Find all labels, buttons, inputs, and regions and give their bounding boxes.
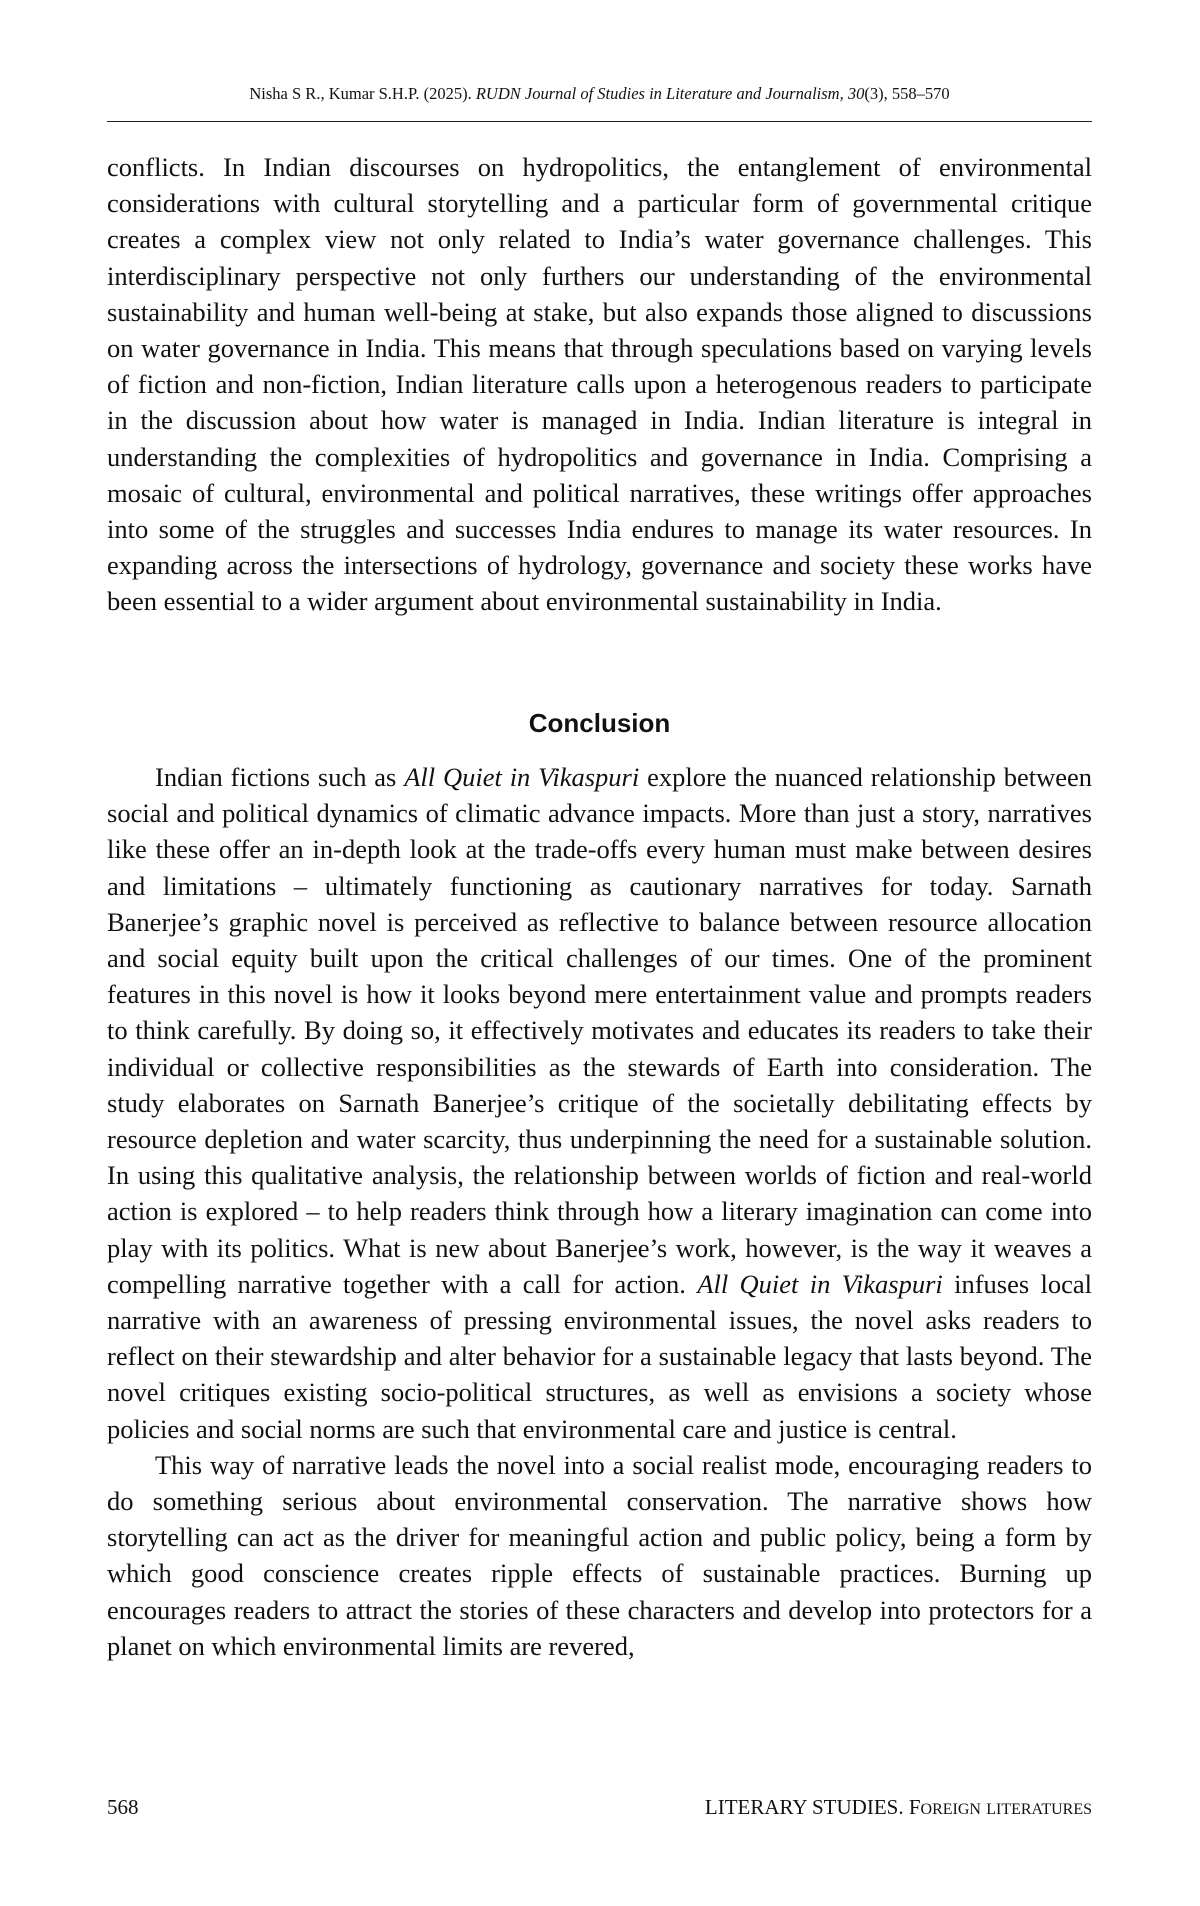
body-text-top	[107, 149, 1092, 620]
continuation-paragraph: conflicts. In Indian discourses on hydropolitics, the entanglement of environmental considerations with cultural storytelling and a particular form of governmental critique creates a complex view not only related to India’s water governance challenges. This interdisciplinary perspective not only furthers our understanding of the environmental sustainability and human well-being at stake, but also expands those aligned to discussions on water governance in India. This means that through speculations based on varying levels of fiction and non-fiction, Indian literature calls upon a heterogenous readers to participate in the discussion about how water is managed in India. Indian literature is integral in understanding the complexities of hydropolitics and governance in India. Comprising a mosaic of cultural, environmental and political narratives, these writings offer approaches into some of the struggles and successes India endures to manage its water resources. In expanding across the intersections of hydrology, governance and society these works have been essential to a wider argument about environmental sustainability in India.	[107, 152, 1092, 617]
header-rule	[107, 121, 1092, 122]
section-label-smallcaps-2: LITERATURES	[986, 1801, 1092, 1818]
citation-issue-pages: (3), 558–570	[864, 84, 950, 103]
page-number: 568	[107, 1795, 139, 1819]
citation-journal: RUDN Journal of Studies in Literature and Journalism, 30	[475, 84, 865, 103]
para1-text-c: infuses local narrative with an awareness of pressing environmental issues, the novel asks readers to reflect on their stewardship and alter behavior for a sustainable legacy that lasts beyond. The novel critiques existing socio-political structures, as well as envisions a society whose policies and social norms are such that environmental care and justice is central.	[107, 1268, 1093, 1444]
citation-authors: Nisha S R., Kumar S.H.P. (2025).	[249, 84, 476, 103]
conclusion-paragraph-1	[107, 759, 1092, 1447]
section-label-smallcaps-1: OREIGN	[920, 1801, 981, 1818]
section-label-main: LITERARY STUDIES. F	[704, 1795, 921, 1819]
book-title-italic: All Quiet in Vikaspuri	[404, 762, 640, 792]
conclusion-body	[107, 759, 1092, 1664]
conclusion-heading: Conclusion	[528, 708, 671, 738]
footer-section-label	[705, 1793, 1092, 1824]
para1-text-a: Indian fictions such as	[155, 762, 405, 792]
book-title-italic: All Quiet in Vikaspuri	[697, 1268, 943, 1299]
running-head-citation	[107, 84, 1092, 104]
para1-text-b: explore the nuanced relationship between social and political dynamics of climatic advance impacts. More than just a story, narratives like these offer an in-depth look at the trade-offs every human must make between desires and limitations – ultimately functioning as cautionary narratives for today. Sarnath Banerjee’s graphic novel is perceived as reflective to balance between resource allocation and social equity built upon the critical challenges of our times. One of the prominent features in this novel is how it looks beyond mere entertainment value and prompts readers to think carefully. By doing so, it effectively motivates and educates its readers to take their individual or collective responsibilities as the stewards of Earth into consideration. The study elaborates on Sarnath Banerjee’s critique of the societally debilitating effects by resource depletion and water scarcity, thus underpinning the need for a sustainable solution. In using this qualitative analysis, the relationship between worlds of fiction and real-world action is explored – to help readers think through how a literary imagination can come into play with its politics. What is new about Banerjee’s work, however, is the way it weaves a compelling narrative together with a call for action.	[107, 762, 1092, 1299]
conclusion-paragraph-2: This way of narrative leads the novel into a social realist mode, encouraging readers to do something serious about environmental conservation. The narrative shows how storytelling can act as the driver for meaningful action and public policy, being a form by which good conscience creates ripple effects of sustainable practices. Burning up encourages readers to attract the stories of these characters and develop into protectors for a planet on which environmental limits are revered,	[107, 1449, 1092, 1661]
